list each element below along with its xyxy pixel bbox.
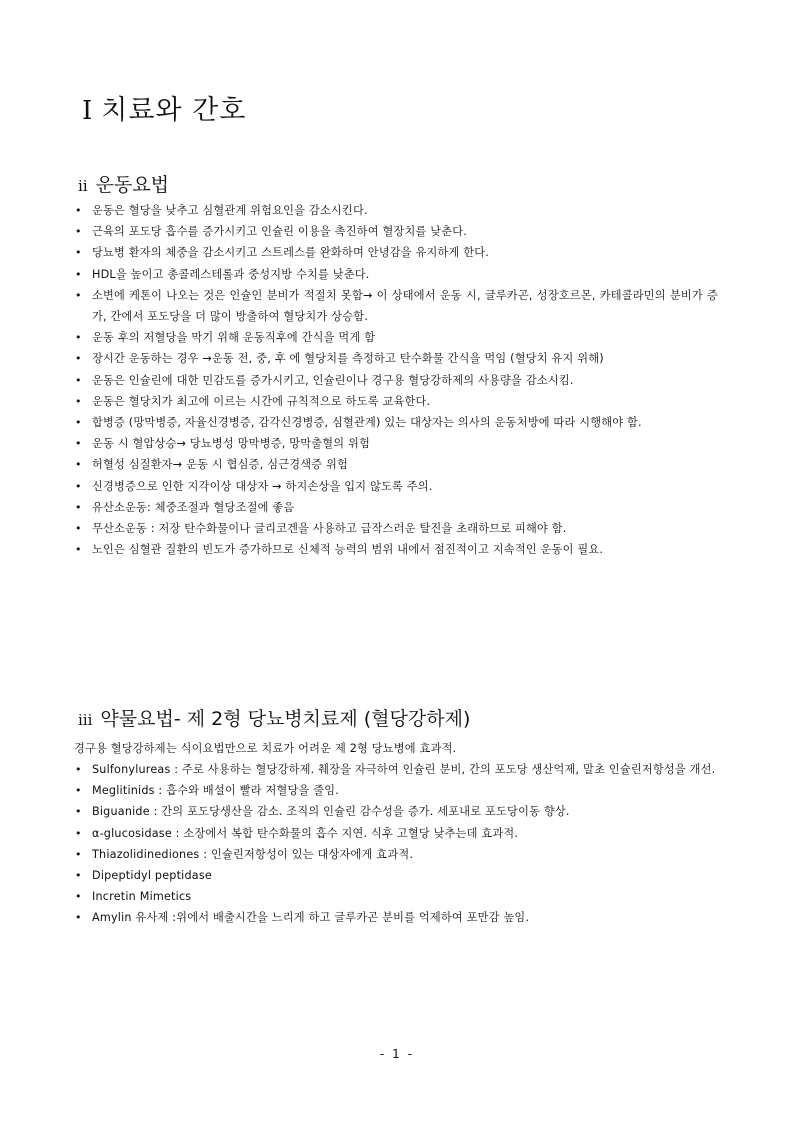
bullet-icon: • bbox=[75, 267, 82, 281]
bullet-icon: • bbox=[75, 847, 82, 861]
bullet-icon: • bbox=[75, 394, 82, 408]
bullet-icon: • bbox=[75, 763, 82, 776]
list-item: • Amylin 유사제 :위에서 배출시간을 느리게 하고 글루카곤 분비를 억제하여 포만감 높임. bbox=[74, 907, 718, 928]
bullet-icon: • bbox=[75, 373, 82, 387]
bullet-icon: • bbox=[75, 331, 82, 345]
list-item: • 신경병증으로 인한 지각이상 대상자 → 하지손상을 입지 않도록 주의. bbox=[74, 476, 718, 497]
medication-bullet-list bbox=[74, 759, 718, 929]
list-item: • 유산소운동: 체중조절과 혈당조절에 좋음 bbox=[74, 497, 718, 518]
list-item: • Dipeptidyl peptidase bbox=[74, 865, 718, 886]
bullet-icon: • bbox=[75, 437, 82, 451]
bullet-icon: • bbox=[75, 352, 82, 366]
list-item: • 당뇨병 환자의 체중을 감소시키고 스트레스를 완화하며 안녕감을 유지하게 한다. bbox=[74, 242, 718, 263]
section-number: Ⅰ bbox=[82, 96, 94, 126]
list-item: • 노인은 심혈관 질환의 빈도가 증가하므로 신체적 능력의 범위 내에서 점진적이고 지속적인 운동이 필요. bbox=[74, 539, 718, 560]
subsection-title: 운동요법 bbox=[95, 174, 170, 196]
subsection-title: 약물요법- 제 2형 당뇨병치료제 (혈당강하제) bbox=[100, 708, 471, 730]
bullet-icon: • bbox=[75, 416, 82, 430]
bullet-icon: • bbox=[75, 543, 82, 557]
bullet-icon: • bbox=[75, 784, 82, 798]
bullet-icon: • bbox=[75, 869, 82, 883]
page-number: - 1 - bbox=[380, 1047, 414, 1061]
bullet-icon: • bbox=[75, 911, 82, 925]
list-item: • 운동 후의 저혈당을 막기 위해 운동직후에 간식을 먹게 함 bbox=[74, 327, 718, 348]
list-item: • Incretin Mimetics bbox=[74, 886, 718, 907]
bullet-icon: • bbox=[75, 890, 82, 904]
subsection-heading-exercise bbox=[78, 170, 169, 197]
bullet-icon: • bbox=[75, 246, 82, 260]
section-title: 치료와 간호 bbox=[101, 95, 247, 126]
list-item: • 소변에 케톤이 나오는 것은 인슐인 분비가 적절치 못함→ 이 상태에서 운동 시, 글루카곤, 성장호르몬, 카테콜라민의 분비가 증가, 간에서 포도당을 더 많이 방출하여 혈당치가 상승함. bbox=[74, 285, 718, 327]
bullet-icon: • bbox=[75, 522, 82, 536]
list-item: • 운동은 혈당을 낮추고 심혈관계 위험요인을 감소시킨다. bbox=[74, 200, 718, 221]
list-item: • HDL을 높이고 총콜레스테롤과 중성지방 수치를 낮춘다. bbox=[74, 264, 718, 285]
subsection-number: ⅱ bbox=[78, 177, 88, 195]
list-item: • Meglitinids : 흡수와 배설이 빨라 저혈당을 줄임. bbox=[74, 780, 718, 801]
list-item: • 운동은 혈당치가 최고에 이르는 시간에 규칙적으로 하도록 교육한다. bbox=[74, 391, 718, 412]
list-item: • Thiazolidinediones : 인슐린저항성이 있는 대상자에게 효과적. bbox=[74, 844, 718, 865]
subsection-number: ⅲ bbox=[78, 711, 93, 729]
medication-intro-text: 경구용 혈당강하제는 식이요법만으로 치료가 어려운 제 2형 당뇨병에 효과적. bbox=[74, 742, 457, 755]
bullet-icon: • bbox=[75, 288, 82, 302]
subsection-heading-medication bbox=[78, 704, 470, 731]
list-item: • 무산소운동 : 저장 탄수화물이나 글리코겐을 사용하고 급작스러운 탈진을 초래하므로 피해야 함. bbox=[74, 518, 718, 539]
list-item: • Sulfonylureas : 주로 사용하는 혈당강하제. 췌장을 자극하여 인슐린 분비, 간의 포도당 생산억제, 말초 인슐린저항성을 개선. bbox=[74, 759, 718, 780]
bullet-icon: • bbox=[75, 826, 82, 840]
bullet-icon: • bbox=[75, 500, 82, 514]
bullet-icon: • bbox=[75, 225, 82, 239]
list-item: • 근육의 포도당 흡수를 증가시키고 인슐린 이용을 촉진하여 혈장치를 낮춘다. bbox=[74, 221, 718, 242]
exercise-bullet-list bbox=[74, 200, 718, 560]
list-item: • 허혈성 심질환자→ 운동 시 협심증, 심근경색증 위험 bbox=[74, 454, 718, 475]
bullet-icon: • bbox=[75, 204, 82, 217]
list-item: • 합병증 (망막병증, 자율신경병증, 감각신경병증, 심혈관계) 있는 대상자는 의사의 운동처방에 따라 시행해야 함. bbox=[74, 412, 718, 433]
bullet-icon: • bbox=[75, 805, 82, 819]
bullet-icon: • bbox=[75, 479, 82, 493]
section-heading-treatment bbox=[82, 88, 246, 127]
bullet-icon: • bbox=[75, 458, 82, 472]
list-item: • 운동 시 혈압상승→ 당뇨병성 망막병증, 망막출혈의 위험 bbox=[74, 433, 718, 454]
list-item: • Biguanide : 간의 포도당생산을 감소. 조직의 인슐린 감수성을 증가. 세포내로 포도당이동 향상. bbox=[74, 801, 718, 822]
list-item: • α-glucosidase : 소장에서 복합 탄수화물의 흡수 지연. 식후 고혈당 낮추는데 효과적. bbox=[74, 823, 718, 844]
list-item: • 운동은 인슐린에 대한 민감도를 증가시키고, 인슐린이나 경구용 혈당강하제의 사용량을 감소시킴. bbox=[74, 370, 718, 391]
list-item: • 장시간 운동하는 경우 →운동 전, 중, 후 에 혈당치를 측정하고 탄수화물 간식을 먹임 (혈당치 유지 위해) bbox=[74, 348, 718, 369]
